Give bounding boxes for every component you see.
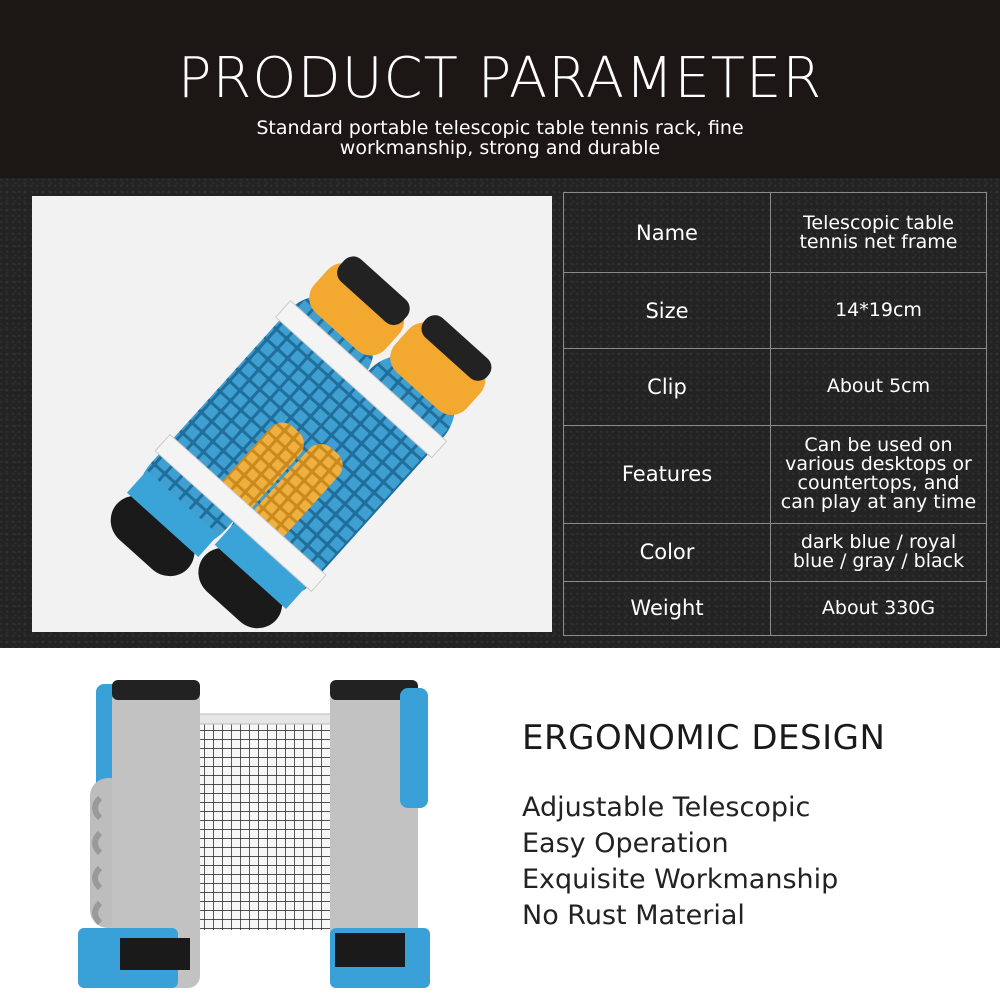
param-key: Clip: [564, 349, 771, 425]
extended-net-photo: [60, 658, 460, 998]
param-value: 14*19cm: [771, 273, 987, 349]
parameter-table: [563, 192, 987, 636]
list-item: Easy Operation: [522, 828, 729, 859]
param-key: Color: [564, 523, 771, 581]
page-title: PRODUCT PARAMETER: [177, 46, 823, 111]
list-item: No Rust Material: [522, 900, 745, 931]
design-feature-list: [522, 790, 838, 934]
list-item: Adjustable Telescopic: [522, 792, 811, 823]
table-row: [564, 581, 987, 635]
param-key: Weight: [564, 581, 771, 635]
table-row: [564, 349, 987, 425]
extended-net-illustration: [60, 658, 460, 998]
table-row: [564, 425, 987, 523]
table-row: [564, 523, 987, 581]
table-row: [564, 273, 987, 349]
param-value: dark blue / royal blue / gray / black: [771, 523, 987, 581]
list-item: Exquisite Workmanship: [522, 864, 839, 895]
page-subtitle: Standard portable telescopic table tennis rack, fine workmanship, strong and durable: [256, 117, 744, 159]
param-value: Can be used on various desktops or countertops, and can play at any time: [771, 425, 987, 523]
param-value: Telescopic table tennis net frame: [771, 193, 987, 273]
spec-section: [0, 178, 1000, 648]
design-section: [0, 648, 1000, 1000]
param-key: Name: [564, 193, 771, 273]
table-row: [564, 193, 987, 273]
param-key: Features: [564, 425, 771, 523]
param-key: Size: [564, 273, 771, 349]
param-value: About 330G: [771, 581, 987, 635]
header-banner: [0, 0, 1000, 178]
rolled-net-illustration: [32, 196, 552, 632]
param-value: About 5cm: [771, 349, 987, 425]
design-title: ERGONOMIC DESIGN: [522, 718, 886, 758]
rolled-net-photo: [32, 196, 552, 632]
